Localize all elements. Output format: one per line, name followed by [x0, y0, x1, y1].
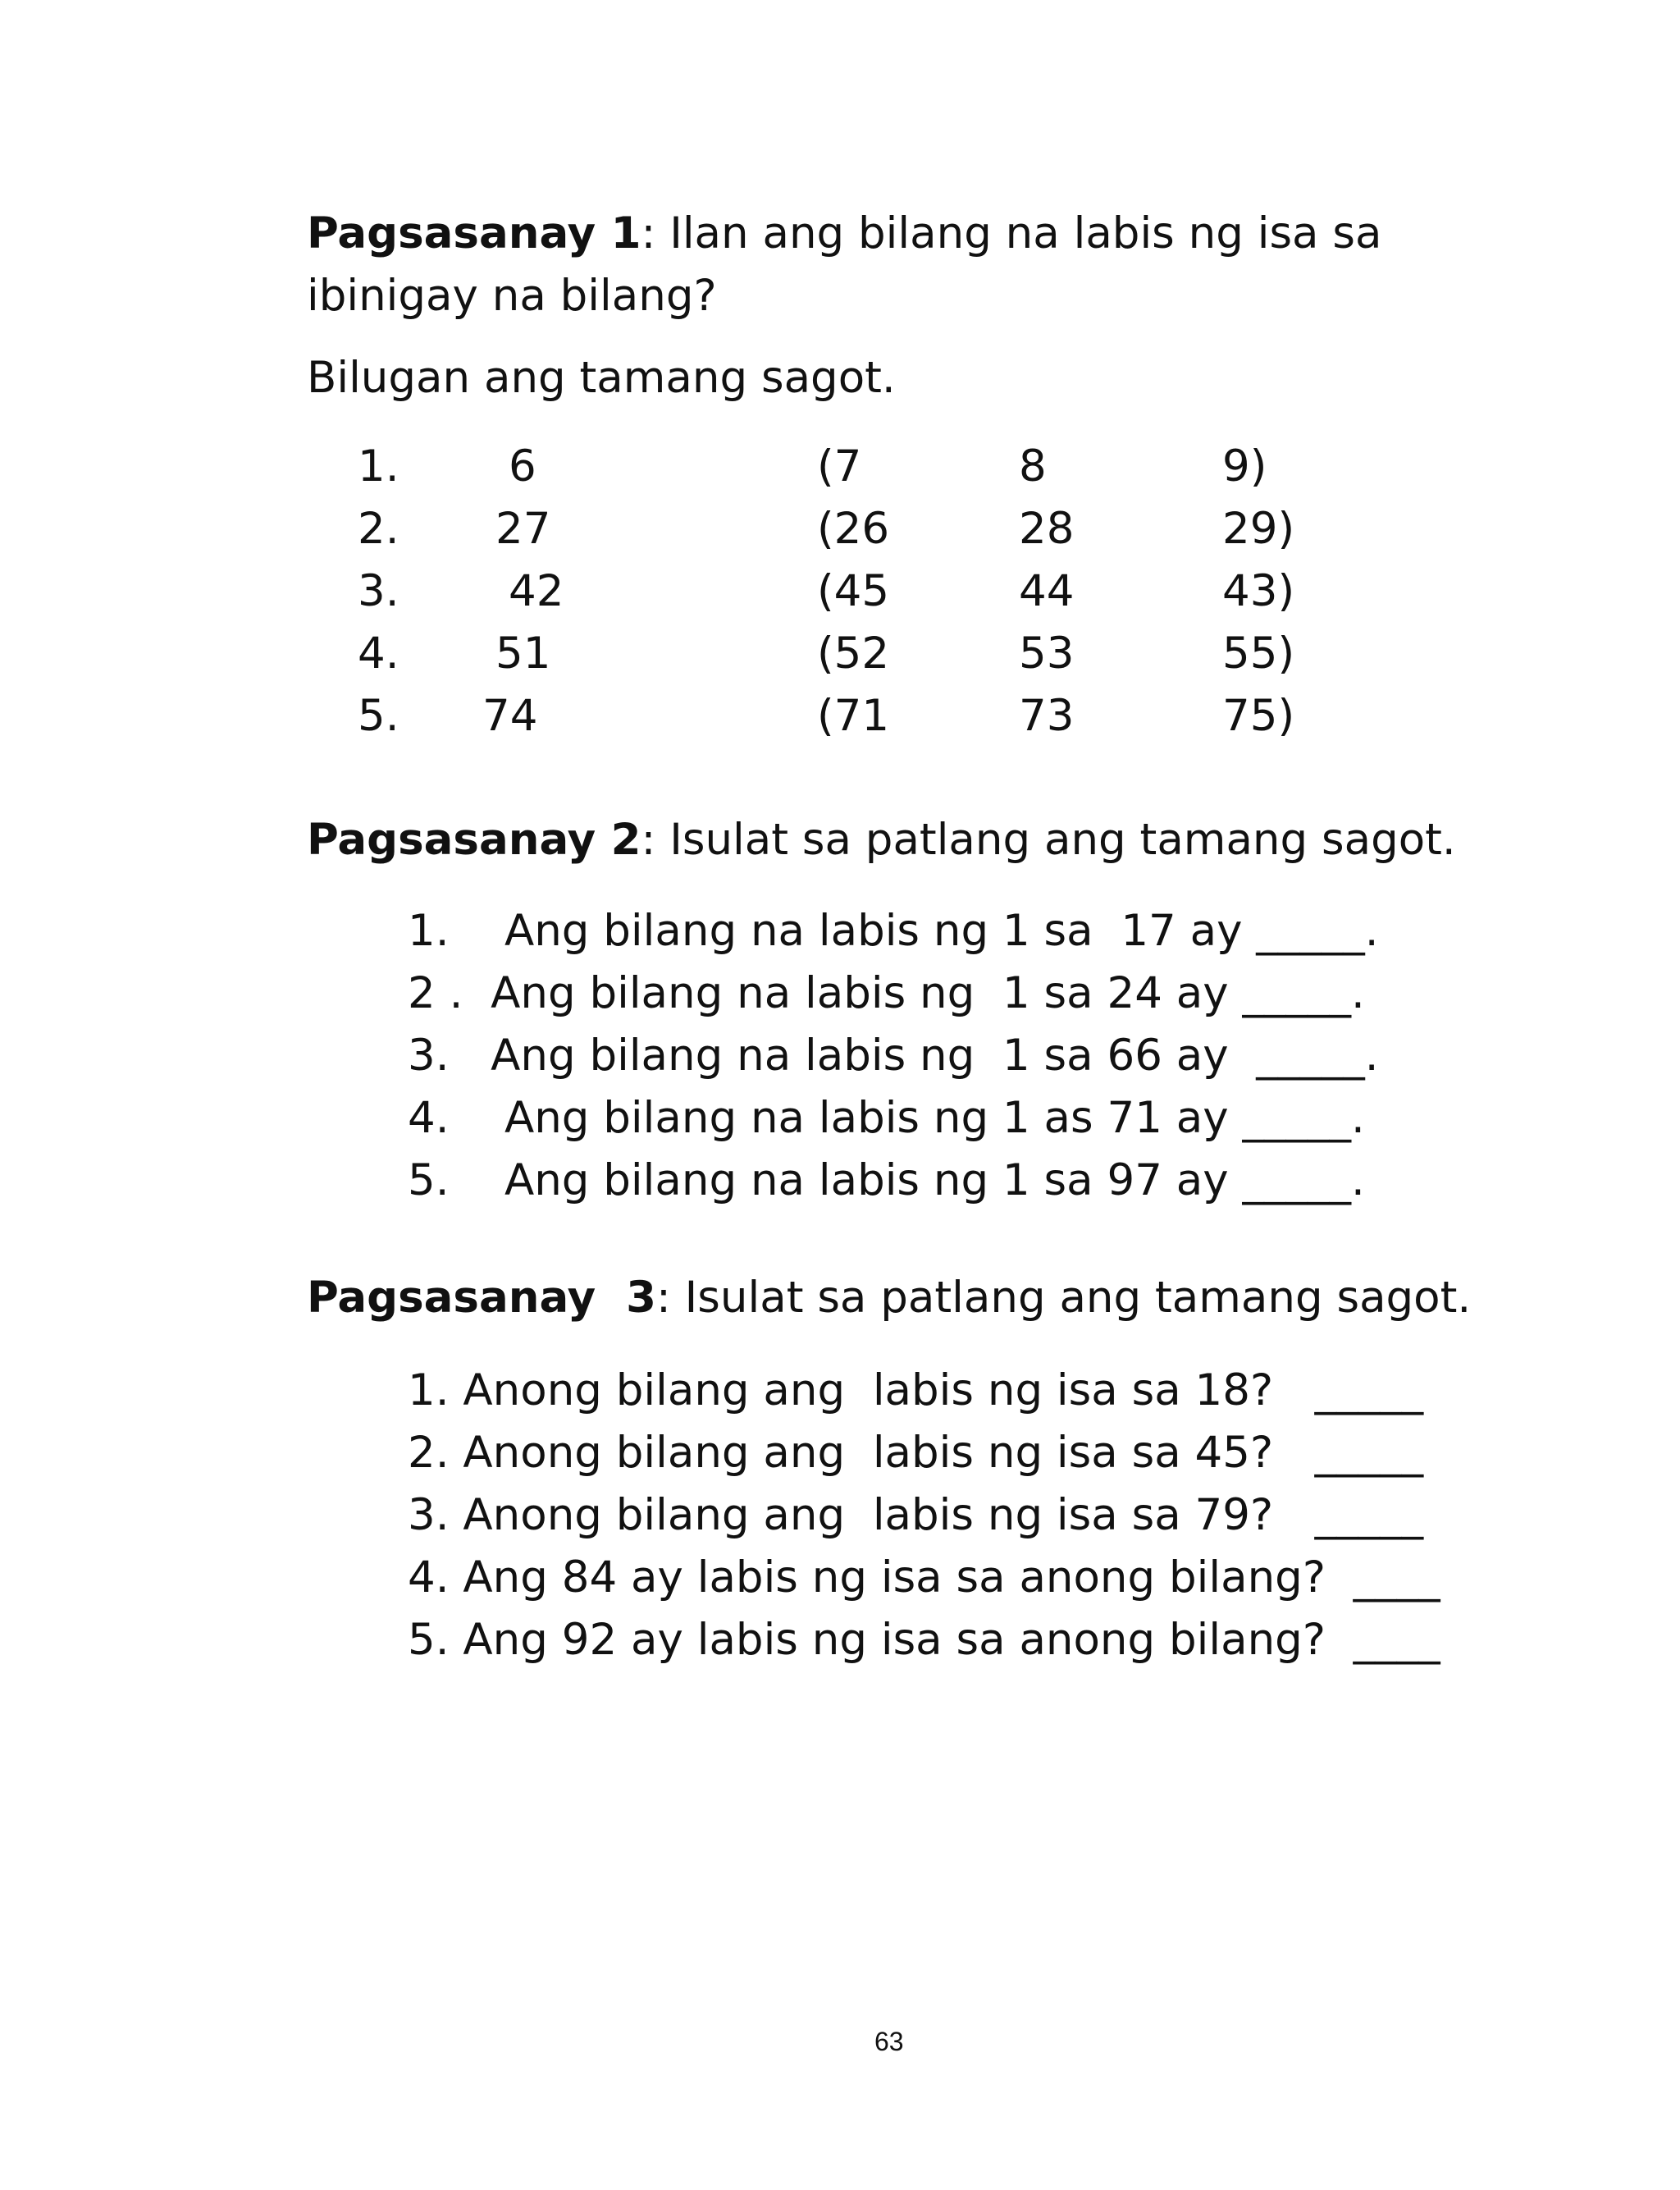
exercise1-heading [307, 208, 1382, 258]
choice: 73 [1019, 691, 1075, 741]
choice: 9) [1222, 441, 1267, 491]
item-number: 3. [358, 566, 399, 616]
exercise2-heading [307, 815, 1456, 865]
exercise3-heading-label: Pagsasanay 3 [307, 1273, 656, 1323]
choice: 43) [1222, 566, 1295, 616]
given-number: 51 [495, 629, 551, 679]
exercise1-instruction: Bilugan ang tamang sagot. [307, 353, 896, 403]
list-item: 1. Anong bilang ang labis ng isa sa 18? _____ [408, 1365, 1424, 1415]
exercise1-heading-line2: ibinigay na bilang? [307, 271, 717, 321]
exercise2-heading-text: : Isulat sa patlang ang tamang sagot. [641, 815, 1456, 865]
list-item: 1. Ang bilang na labis ng 1 sa 17 ay _____. [408, 906, 1379, 956]
choice: (71 [817, 691, 890, 741]
choice: (7 [817, 441, 862, 491]
list-item: 3. Anong bilang ang labis ng isa sa 79? _____ [408, 1490, 1424, 1540]
list-item: 2 . Ang bilang na labis ng 1 sa 24 ay _____. [408, 968, 1365, 1018]
choice: (45 [817, 566, 890, 616]
choice: (52 [817, 629, 890, 679]
item-number: 1. [358, 441, 399, 491]
list-item: 4. Ang 84 ay labis ng isa sa anong bilang? ____ [408, 1552, 1440, 1602]
list-item: 2. Anong bilang ang labis ng isa sa 45? _____ [408, 1428, 1424, 1478]
given-number: 74 [482, 691, 538, 741]
choice: 8 [1019, 441, 1047, 491]
item-number: 5. [358, 691, 399, 741]
choice: 44 [1019, 566, 1075, 616]
given-number: 6 [509, 441, 536, 491]
list-item: 5. Ang 92 ay labis ng isa sa anong bilang? ____ [408, 1615, 1440, 1665]
item-number: 4. [358, 629, 399, 679]
exercise3-heading-text: : Isulat sa patlang ang tamang sagot. [655, 1273, 1472, 1323]
given-number: 27 [495, 504, 551, 554]
page-number: 63 [874, 2027, 904, 2056]
list-item: 4. Ang bilang na labis ng 1 as 71 ay _____. [408, 1093, 1365, 1143]
choice: (26 [817, 504, 890, 554]
list-item: 5. Ang bilang na labis ng 1 sa 97 ay _____. [408, 1155, 1365, 1205]
exercise1-heading-text: : Ilan ang bilang na labis ng isa sa [641, 208, 1382, 258]
choice: 28 [1019, 504, 1075, 554]
exercise2-heading-label: Pagsasanay 2 [307, 815, 641, 865]
exercise1-heading-label: Pagsasanay 1 [307, 208, 641, 258]
given-number: 42 [509, 566, 564, 616]
choice: 53 [1019, 629, 1075, 679]
exercise3-heading [307, 1273, 1472, 1323]
choice: 75) [1222, 691, 1295, 741]
choice: 29) [1222, 504, 1295, 554]
item-number: 2. [358, 504, 399, 554]
list-item: 3. Ang bilang na labis ng 1 sa 66 ay _____. [408, 1031, 1379, 1081]
choice: 55) [1222, 629, 1295, 679]
